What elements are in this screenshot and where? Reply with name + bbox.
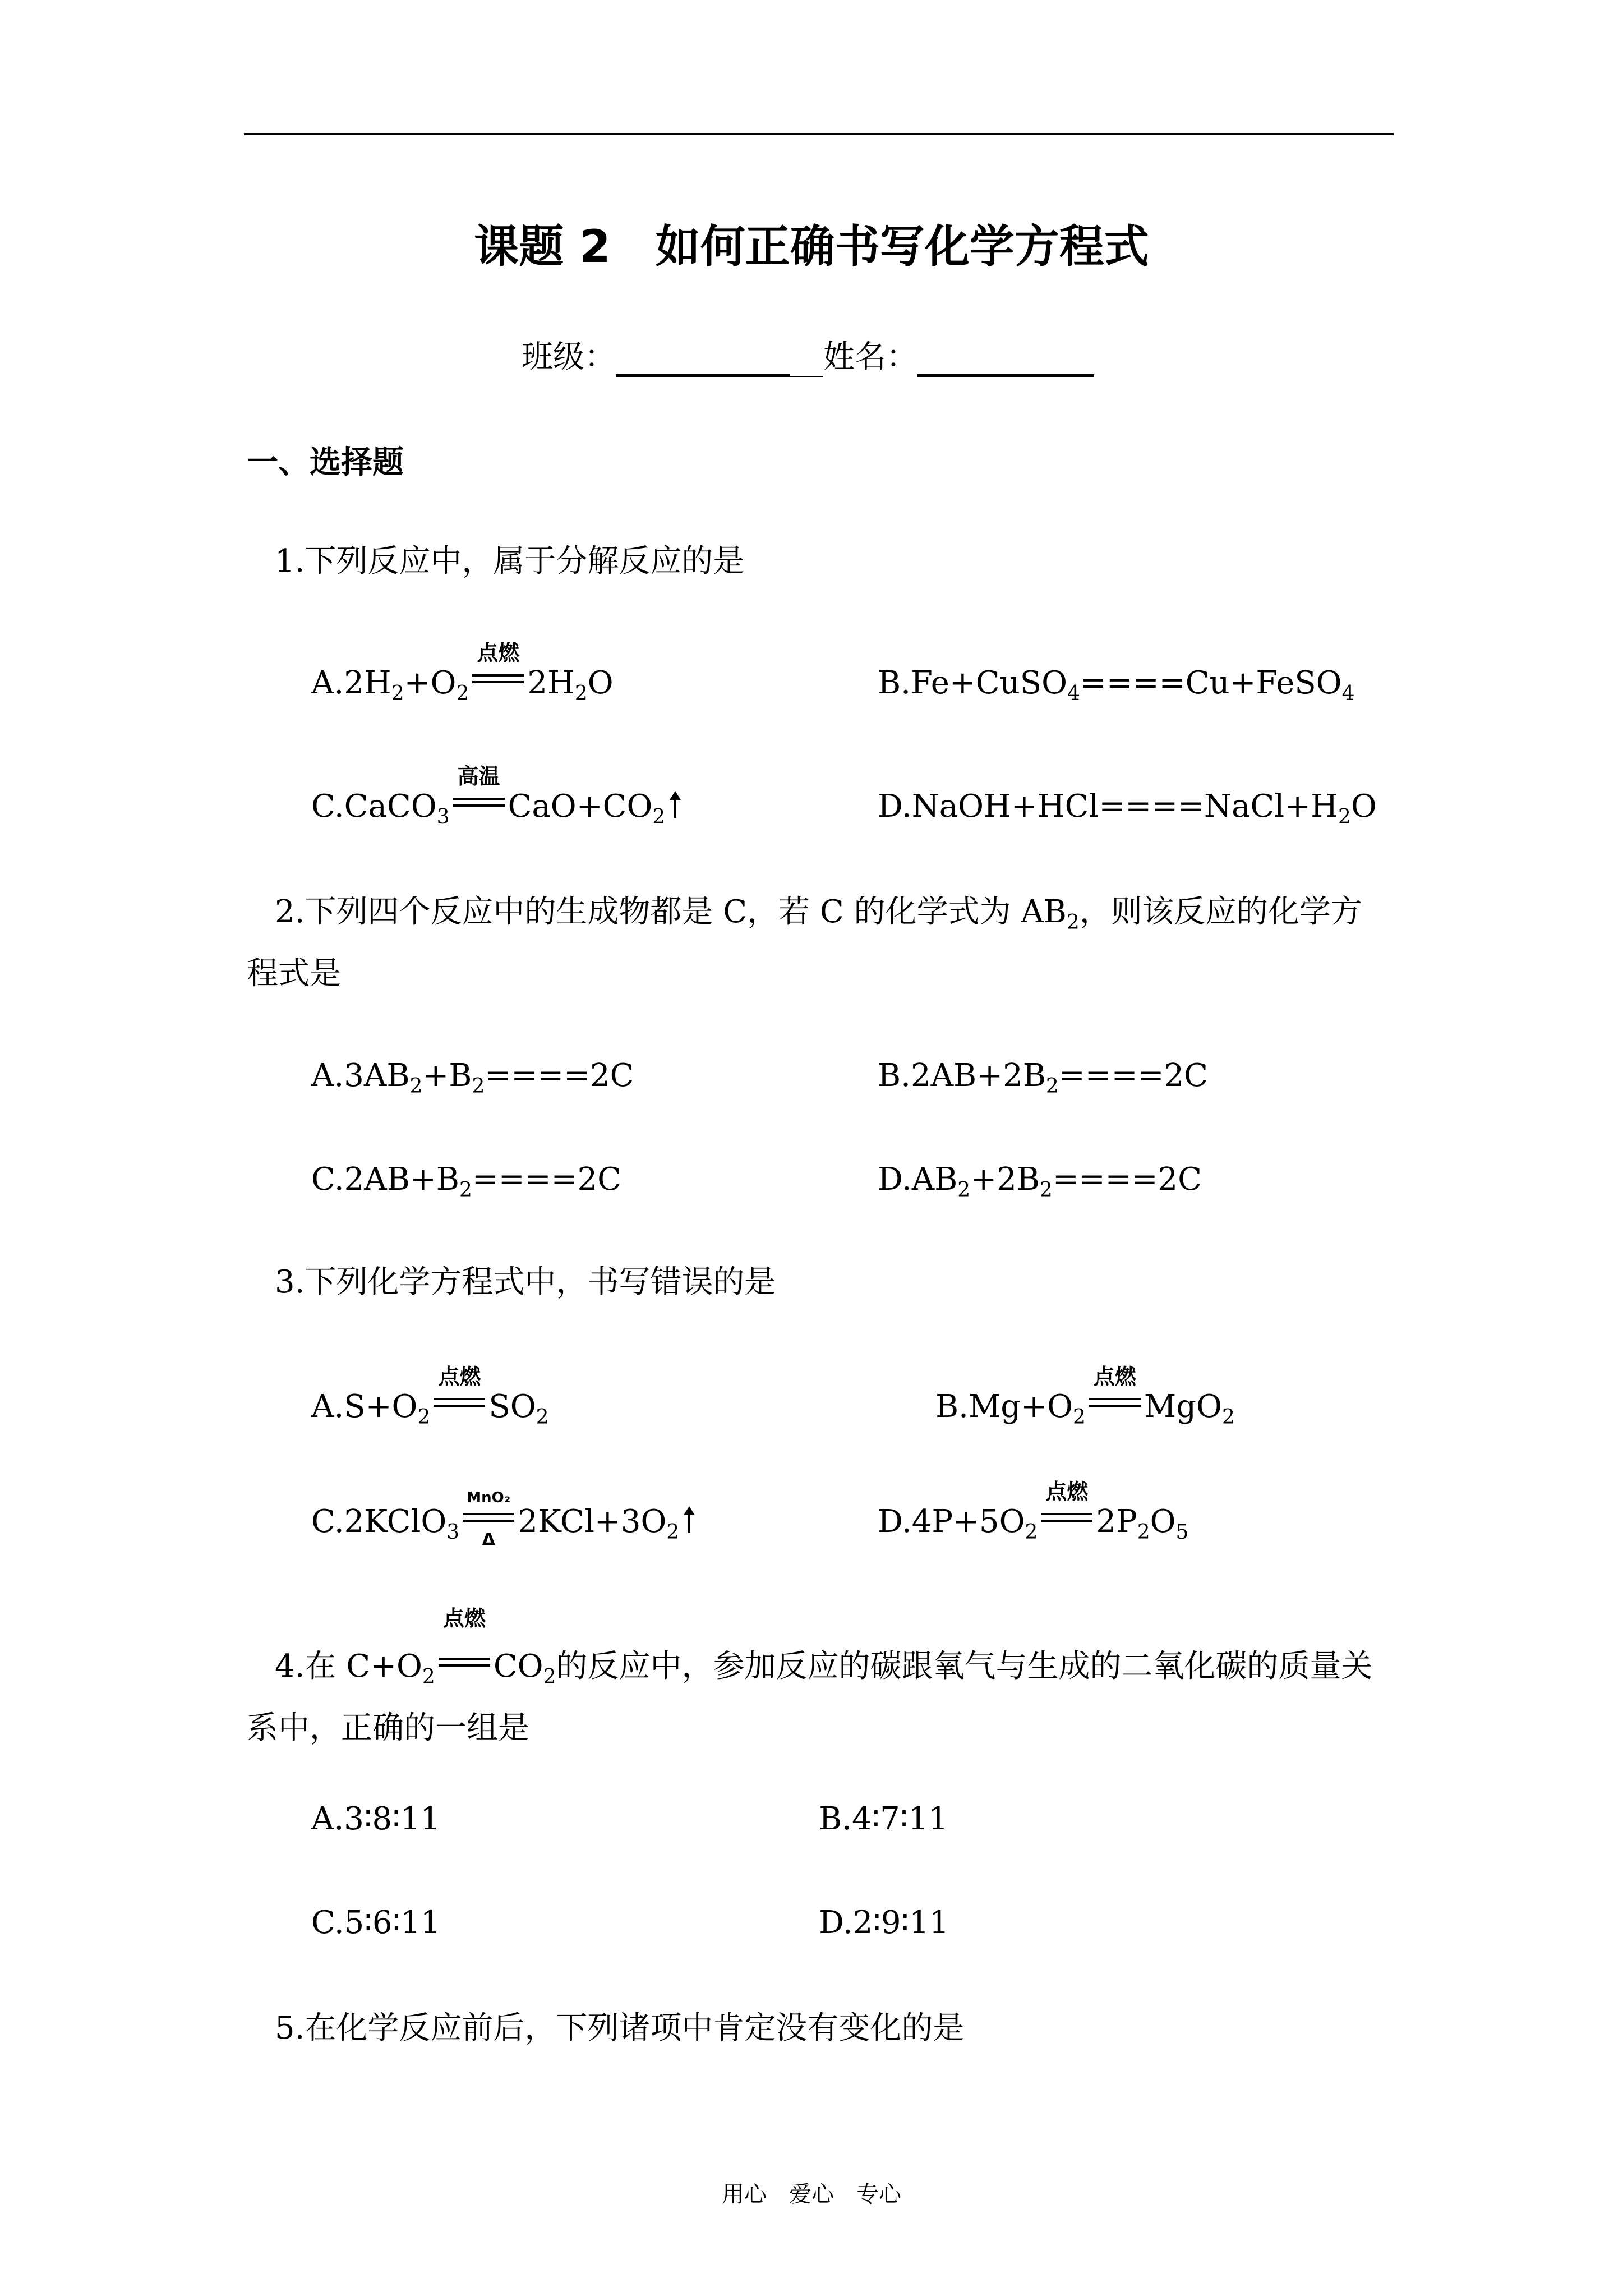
q3-option-a[interactable]: $A.S+O_2$ 点燃 $SO_2$ — [311, 1364, 549, 1429]
reaction-condition: 点燃 — [472, 670, 524, 687]
q1-option-d[interactable]: $D.NaOH+HCl====NaCl+H_2O$ — [878, 788, 1377, 829]
gas-arrow-icon — [670, 791, 681, 818]
q2-option-d[interactable]: $D.AB_2+2B_2====2C$ — [878, 1161, 1202, 1202]
q3-option-b[interactable]: $B.Mg+O_2$ 点燃 MgO$_2$ — [935, 1364, 1235, 1429]
q4-option-c[interactable]: C.5∶6∶11 — [311, 1904, 441, 1941]
question-5-stem: 5.在化学反应前后，下列诸项中肯定没有变化的是 — [275, 2010, 965, 2046]
question-4-stem-line2: 系中，正确的一组是 — [247, 1710, 529, 1746]
header-rule — [244, 133, 1394, 135]
question-3-stem: 3.下列化学方程式中，书写错误的是 — [275, 1264, 776, 1300]
q3-option-c[interactable]: C.2KClO$_3$ MnO₂ Δ $2KCl+3O_2$ — [311, 1503, 695, 1540]
page-footer: 用心 爱心 专心 — [722, 2182, 901, 2207]
class-label: 班级： — [522, 339, 616, 375]
q2-option-b[interactable]: $B.2AB+2B_2====2C$ — [878, 1057, 1208, 1098]
q3-option-d[interactable]: $D.4P+5O_2$ 点燃 $2P_2O_5$ — [878, 1479, 1189, 1544]
question-2-stem-line2: 程式是 — [247, 955, 341, 992]
q4-option-b[interactable]: B.4∶7∶11 — [819, 1801, 948, 1837]
class-blank-tail — [790, 342, 823, 377]
question-2-stem: 2.下列四个反应中的生成物都是 C，若 C 的化学式为 $AB_2$，则该反应的化学方 — [275, 894, 1362, 934]
name-label: 姓名： — [823, 339, 917, 375]
section-heading: 一、选择题 — [247, 444, 404, 481]
q1-option-c[interactable]: C.CaCO$_3$ 高温 $CaO+CO_2$ — [311, 788, 681, 825]
student-info-line — [522, 332, 1094, 377]
class-blank[interactable] — [616, 341, 790, 377]
q1-option-b[interactable]: B.Fe+CuSO$_4$====Cu+FeSO$_4$ — [878, 665, 1355, 705]
q2-option-a[interactable]: $A.3AB_2+B_2====2C$ — [311, 1057, 634, 1098]
reaction-condition: 点燃 — [1041, 1508, 1092, 1525]
q1-option-a[interactable]: $A.2H_2+O_2$ 点燃 $2H_2O$ — [311, 641, 614, 705]
question-1-stem: 1.下列反应中，属于分解反应的是 — [275, 543, 745, 579]
name-blank[interactable] — [917, 341, 1094, 377]
page-title: 课题 2 如何正确书写化学方程式 — [474, 220, 1149, 273]
q2-option-c[interactable]: $C.2AB+B_2====2C$ — [311, 1161, 622, 1202]
reaction-condition: 高温 — [453, 793, 505, 810]
reaction-condition: 点燃 — [439, 1653, 490, 1670]
question-4-stem: 4.在 $C+O_2$ 点燃 $CO_2$的反应中，参加反应的碳跟氧气与生成的二氧化碳的质量关 — [275, 1606, 1373, 1688]
reaction-condition: 点燃 — [434, 1393, 485, 1410]
q4-option-d[interactable]: D.2∶9∶11 — [819, 1904, 949, 1941]
gas-arrow-icon — [684, 1506, 695, 1533]
reaction-condition: MnO₂ Δ — [463, 1508, 514, 1525]
q4-option-a[interactable]: A.3∶8∶11 — [311, 1801, 440, 1837]
reaction-condition: 点燃 — [1089, 1393, 1141, 1410]
